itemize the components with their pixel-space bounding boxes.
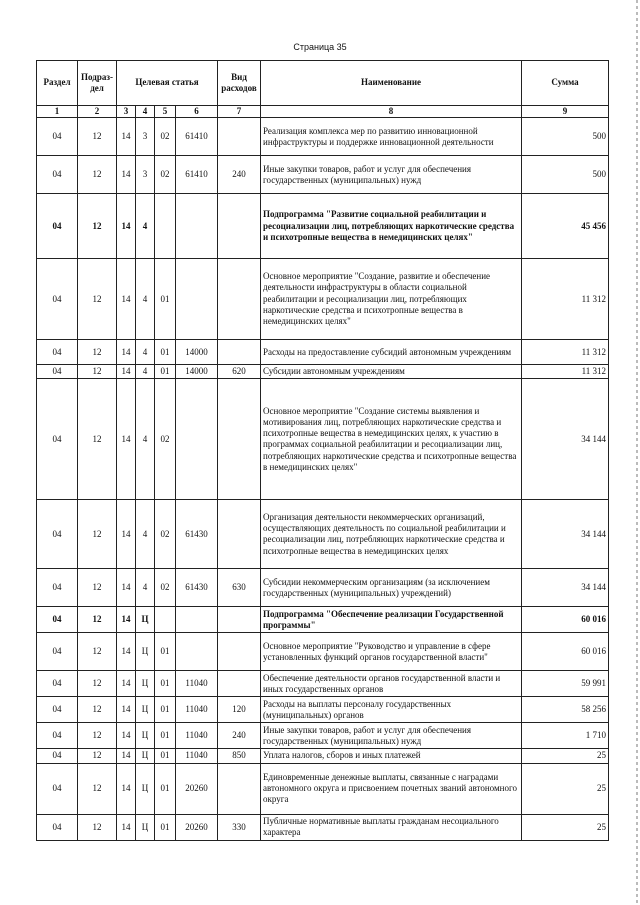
sum-cell: 25 xyxy=(522,814,609,840)
podrazdel-cell: 12 xyxy=(78,697,117,723)
vid-cell xyxy=(218,118,261,156)
column-index-row xyxy=(37,106,609,118)
code-b-cell: 4 xyxy=(136,500,155,569)
sum-cell: 60 016 xyxy=(522,633,609,671)
podrazdel-cell: 12 xyxy=(78,194,117,259)
podrazdel-cell: 12 xyxy=(78,500,117,569)
name-cell: Единовременные денежные выплаты, связанные с наградами автономного округа и присвоением почетных званий автономного округа xyxy=(261,763,522,814)
sum-cell: 25 xyxy=(522,749,609,763)
col-index: 6 xyxy=(176,106,218,118)
table-row xyxy=(37,340,609,365)
sum-cell: 11 312 xyxy=(522,259,609,340)
header-podrazdel: Подраз-дел xyxy=(78,61,117,106)
podrazdel-cell: 12 xyxy=(78,763,117,814)
razdel-cell: 04 xyxy=(37,118,78,156)
col-index: 4 xyxy=(136,106,155,118)
code-c-cell: 01 xyxy=(155,763,176,814)
code-b-cell: Ц xyxy=(136,607,155,633)
podrazdel-cell: 12 xyxy=(78,340,117,365)
sum-cell: 11 312 xyxy=(522,340,609,365)
table-row xyxy=(37,633,609,671)
code-d-cell: 61410 xyxy=(176,118,218,156)
vid-cell: 240 xyxy=(218,723,261,749)
code-c-cell: 02 xyxy=(155,156,176,194)
podrazdel-cell: 12 xyxy=(78,814,117,840)
budget-table xyxy=(36,60,609,841)
code-c-cell: 02 xyxy=(155,500,176,569)
col-index: 2 xyxy=(78,106,117,118)
code-d-cell xyxy=(176,379,218,500)
table-row xyxy=(37,723,609,749)
table-row xyxy=(37,607,609,633)
name-cell: Подпрограмма "Обеспечение реализации Государственной программы" xyxy=(261,607,522,633)
code-d-cell: 14000 xyxy=(176,340,218,365)
vid-cell: 620 xyxy=(218,365,261,379)
razdel-cell: 04 xyxy=(37,365,78,379)
col-index: 3 xyxy=(117,106,136,118)
podrazdel-cell: 12 xyxy=(78,749,117,763)
name-cell: Уплата налогов, сборов и иных платежей xyxy=(261,749,522,763)
vid-cell xyxy=(218,500,261,569)
vid-cell: 850 xyxy=(218,749,261,763)
code-d-cell xyxy=(176,607,218,633)
razdel-cell: 04 xyxy=(37,723,78,749)
podrazdel-cell: 12 xyxy=(78,633,117,671)
code-a-cell: 14 xyxy=(117,379,136,500)
code-b-cell: 3 xyxy=(136,118,155,156)
podrazdel-cell: 12 xyxy=(78,259,117,340)
code-c-cell: 01 xyxy=(155,633,176,671)
code-b-cell: 4 xyxy=(136,259,155,340)
code-a-cell: 14 xyxy=(117,259,136,340)
col-index: 9 xyxy=(522,106,609,118)
col-index: 7 xyxy=(218,106,261,118)
razdel-cell: 04 xyxy=(37,607,78,633)
vid-cell: 630 xyxy=(218,569,261,607)
code-b-cell: 4 xyxy=(136,569,155,607)
podrazdel-cell: 12 xyxy=(78,365,117,379)
name-cell: Основное мероприятие "Создание системы выявления и мотивирования лиц, потребляющих наркотические средства и психотропные вещества в немедицинских целях, к участию в программах социальной реабилитации и ресоциализации лиц, потребляющих наркотические средства и психотропные вещества в немедицинских целях" xyxy=(261,379,522,500)
razdel-cell: 04 xyxy=(37,697,78,723)
podrazdel-cell: 12 xyxy=(78,379,117,500)
code-d-cell: 61410 xyxy=(176,156,218,194)
razdel-cell: 04 xyxy=(37,340,78,365)
vid-cell xyxy=(218,379,261,500)
vid-cell: 240 xyxy=(218,156,261,194)
code-c-cell: 02 xyxy=(155,379,176,500)
sum-cell: 1 710 xyxy=(522,723,609,749)
sum-cell: 25 xyxy=(522,763,609,814)
name-cell: Иные закупки товаров, работ и услуг для обеспечения государственных (муниципальных) нужд xyxy=(261,156,522,194)
code-b-cell: Ц xyxy=(136,763,155,814)
sum-cell: 11 312 xyxy=(522,365,609,379)
header-row xyxy=(37,61,609,106)
vid-cell xyxy=(218,259,261,340)
vid-cell xyxy=(218,763,261,814)
header-celevaya-statya: Целевая статья xyxy=(117,61,218,106)
sum-cell: 59 991 xyxy=(522,671,609,697)
code-b-cell: 3 xyxy=(136,156,155,194)
razdel-cell: 04 xyxy=(37,194,78,259)
code-c-cell: 02 xyxy=(155,118,176,156)
podrazdel-cell: 12 xyxy=(78,118,117,156)
code-a-cell: 14 xyxy=(117,671,136,697)
table-row xyxy=(37,118,609,156)
code-a-cell: 14 xyxy=(117,500,136,569)
code-b-cell: Ц xyxy=(136,633,155,671)
col-index: 8 xyxy=(261,106,522,118)
razdel-cell: 04 xyxy=(37,569,78,607)
code-a-cell: 14 xyxy=(117,607,136,633)
table-row xyxy=(37,749,609,763)
code-b-cell: Ц xyxy=(136,749,155,763)
code-d-cell: 11040 xyxy=(176,749,218,763)
code-b-cell: 4 xyxy=(136,194,155,259)
code-b-cell: 4 xyxy=(136,340,155,365)
name-cell: Обеспечение деятельности органов государственной власти и иных государственных органов xyxy=(261,671,522,697)
col-index: 5 xyxy=(155,106,176,118)
code-c-cell: 01 xyxy=(155,723,176,749)
razdel-cell: 04 xyxy=(37,671,78,697)
code-d-cell: 11040 xyxy=(176,697,218,723)
razdel-cell: 04 xyxy=(37,156,78,194)
table-row xyxy=(37,671,609,697)
table-row xyxy=(37,259,609,340)
vid-cell xyxy=(218,607,261,633)
code-a-cell: 14 xyxy=(117,156,136,194)
code-c-cell: 01 xyxy=(155,697,176,723)
razdel-cell: 04 xyxy=(37,763,78,814)
header-vid-rashodov: Вид расходов xyxy=(218,61,261,106)
code-c-cell xyxy=(155,194,176,259)
header-name: Наименование xyxy=(261,61,522,106)
razdel-cell: 04 xyxy=(37,814,78,840)
name-cell: Основное мероприятие "Руководство и управление в сфере установленных функций органов государственной власти" xyxy=(261,633,522,671)
code-c-cell: 01 xyxy=(155,814,176,840)
vid-cell xyxy=(218,340,261,365)
header-sum: Сумма xyxy=(522,61,609,106)
razdel-cell: 04 xyxy=(37,749,78,763)
code-a-cell: 14 xyxy=(117,749,136,763)
sum-cell: 34 144 xyxy=(522,500,609,569)
podrazdel-cell: 12 xyxy=(78,607,117,633)
table-row xyxy=(37,194,609,259)
name-cell: Публичные нормативные выплаты гражданам несоциального характера xyxy=(261,814,522,840)
code-a-cell: 14 xyxy=(117,118,136,156)
name-cell: Расходы на выплаты персоналу государственных (муниципальных) органов xyxy=(261,697,522,723)
vid-cell: 120 xyxy=(218,697,261,723)
code-a-cell: 14 xyxy=(117,723,136,749)
header-razdel: Раздел xyxy=(37,61,78,106)
name-cell: Субсидии автономным учреждениям xyxy=(261,365,522,379)
code-a-cell: 14 xyxy=(117,340,136,365)
col-index: 1 xyxy=(37,106,78,118)
sum-cell: 45 456 xyxy=(522,194,609,259)
code-c-cell: 01 xyxy=(155,340,176,365)
razdel-cell: 04 xyxy=(37,379,78,500)
sum-cell: 58 256 xyxy=(522,697,609,723)
code-d-cell: 11040 xyxy=(176,723,218,749)
code-d-cell xyxy=(176,633,218,671)
razdel-cell: 04 xyxy=(37,259,78,340)
code-a-cell: 14 xyxy=(117,365,136,379)
podrazdel-cell: 12 xyxy=(78,156,117,194)
sum-cell: 500 xyxy=(522,118,609,156)
razdel-cell: 04 xyxy=(37,500,78,569)
code-a-cell: 14 xyxy=(117,763,136,814)
code-c-cell: 01 xyxy=(155,671,176,697)
code-b-cell: Ц xyxy=(136,814,155,840)
code-c-cell: 01 xyxy=(155,365,176,379)
code-d-cell: 11040 xyxy=(176,671,218,697)
name-cell: Основное мероприятие "Создание, развитие и обеспечение деятельности инфраструктуры в области социальной реабилитации и ресоциализации лиц, потребляющих наркотические средства и психотропные вещества в немедицинских целях" xyxy=(261,259,522,340)
sum-cell: 34 144 xyxy=(522,569,609,607)
code-a-cell: 14 xyxy=(117,194,136,259)
razdel-cell: 04 xyxy=(37,633,78,671)
code-c-cell: 01 xyxy=(155,259,176,340)
sum-cell: 60 016 xyxy=(522,607,609,633)
code-d-cell: 61430 xyxy=(176,500,218,569)
code-b-cell: Ц xyxy=(136,723,155,749)
table-row xyxy=(37,365,609,379)
sum-cell: 34 144 xyxy=(522,379,609,500)
name-cell: Организация деятельности некоммерческих организаций, осуществляющих деятельность по социальной реабилитации и ресоциализации лиц, потребляющих наркотические средства и психотропные вещества в немедицинских целях xyxy=(261,500,522,569)
table-row xyxy=(37,156,609,194)
name-cell: Расходы на предоставление субсидий автономным учреждениям xyxy=(261,340,522,365)
code-a-cell: 14 xyxy=(117,633,136,671)
table-row xyxy=(37,379,609,500)
page-label: Страница 35 xyxy=(293,42,347,52)
code-c-cell: 02 xyxy=(155,569,176,607)
scan-edge xyxy=(636,0,638,905)
code-d-cell xyxy=(176,194,218,259)
sum-cell: 500 xyxy=(522,156,609,194)
podrazdel-cell: 12 xyxy=(78,671,117,697)
table-row xyxy=(37,814,609,840)
vid-cell xyxy=(218,633,261,671)
code-a-cell: 14 xyxy=(117,814,136,840)
code-d-cell: 61430 xyxy=(176,569,218,607)
podrazdel-cell: 12 xyxy=(78,569,117,607)
code-d-cell xyxy=(176,259,218,340)
table-row xyxy=(37,500,609,569)
name-cell: Реализация комплекса мер по развитию инновационной инфраструктуры и поддержке инновационной деятельности xyxy=(261,118,522,156)
code-d-cell: 20260 xyxy=(176,814,218,840)
code-d-cell: 14000 xyxy=(176,365,218,379)
table-row xyxy=(37,697,609,723)
code-c-cell xyxy=(155,607,176,633)
name-cell: Субсидии некоммерческим организациям (за исключением государственных (муниципальных) учреждений) xyxy=(261,569,522,607)
code-a-cell: 14 xyxy=(117,697,136,723)
vid-cell: 330 xyxy=(218,814,261,840)
table-row xyxy=(37,569,609,607)
code-b-cell: Ц xyxy=(136,671,155,697)
vid-cell xyxy=(218,194,261,259)
table-body xyxy=(37,118,609,840)
name-cell: Иные закупки товаров, работ и услуг для обеспечения государственных (муниципальных) нужд xyxy=(261,723,522,749)
code-c-cell: 01 xyxy=(155,749,176,763)
code-b-cell: Ц xyxy=(136,697,155,723)
table-row xyxy=(37,763,609,814)
code-d-cell: 20260 xyxy=(176,763,218,814)
code-b-cell: 4 xyxy=(136,379,155,500)
code-b-cell: 4 xyxy=(136,365,155,379)
name-cell: Подпрограмма "Развитие социальной реабилитации и ресоциализации лиц, потребляющих наркотические средства и психотропные вещества в немедицинских целях" xyxy=(261,194,522,259)
podrazdel-cell: 12 xyxy=(78,723,117,749)
code-a-cell: 14 xyxy=(117,569,136,607)
vid-cell xyxy=(218,671,261,697)
